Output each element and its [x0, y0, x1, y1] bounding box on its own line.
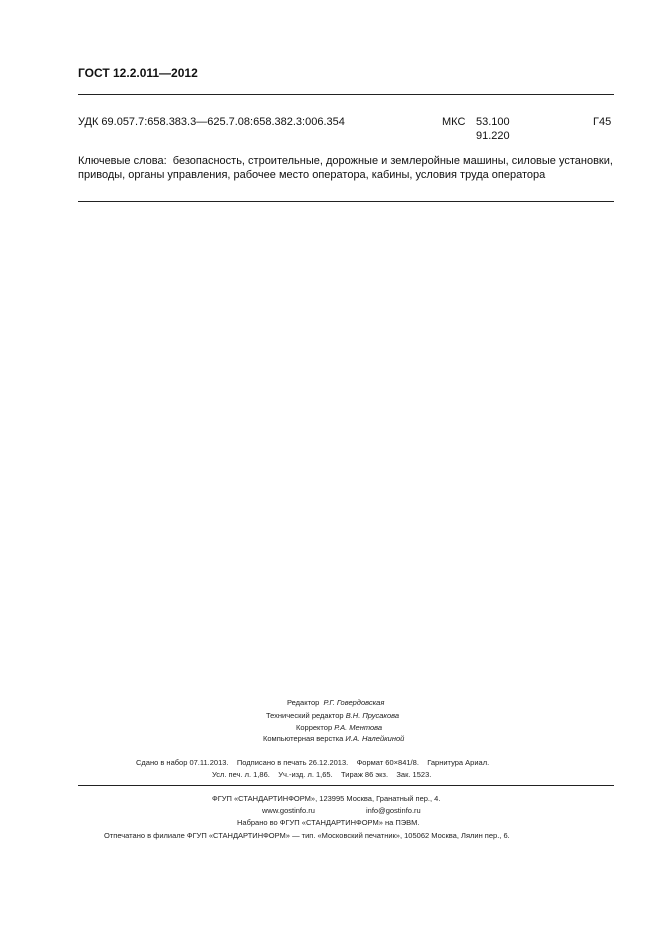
format: Формат 60×84: [356, 758, 407, 767]
layout-name: И.А. Налейкиной: [345, 734, 405, 743]
corrector-name: Р.А. Ментова: [334, 723, 383, 732]
order-number: Зак. 1523.: [396, 770, 432, 779]
publisher: ФГУП «СТАНДАРТИНФОРМ», 123995 Москва, Гранатный пер., 4.: [212, 794, 441, 803]
layout-role: Компьютерная верстка: [263, 734, 344, 743]
print-line-2: [212, 770, 431, 779]
editor-name: Р.Г. Говердовская: [323, 698, 385, 707]
corrector-role: Корректор: [296, 723, 333, 732]
typeset-note: Набрано во ФГУП «СТАНДАРТИНФОРМ» на ПЭВМ.: [237, 818, 420, 827]
udk-code: УДК 69.057.7:658.383.3—625.7.08:658.382.3:006.354: [78, 116, 345, 128]
format-fraction: 1/8: [406, 758, 417, 767]
sent-to-typeset: Сдано в набор 07.11.2013.: [136, 758, 229, 767]
typeface: Гарнитура Ариал.: [427, 758, 490, 767]
printed-note: Отпечатано в филиале ФГУП «СТАНДАРТИНФОРМ» — тип. «Московский печатник», 105062 Москва, Лялин пер., 6.: [104, 831, 510, 840]
layout-line: [263, 734, 404, 743]
keywords: [78, 154, 618, 182]
g-code: Г45: [593, 116, 612, 128]
print-line-1: Сдано в набор 07.11.2013. Подписано в печать 26.12.2013. Формат 60×841/8. Гарнитура Ариал.: [136, 758, 490, 767]
corrector-line: [296, 723, 382, 732]
divider-keywords: [78, 201, 614, 202]
print-run: Тираж 86 экз.: [341, 770, 389, 779]
tech-editor-name: В.Н. Прусакова: [345, 711, 400, 720]
standard-number: ГОСТ 12.2.011—2012: [78, 66, 198, 80]
website-link[interactable]: www.gostinfo.ru: [262, 806, 315, 815]
email-link[interactable]: info@gostinfo.ru: [366, 806, 421, 815]
mks-code-2: 91.220: [476, 130, 510, 142]
editor-role: Редактор: [287, 698, 320, 707]
mks-label: МКС: [442, 116, 466, 128]
print-sheets: Усл. печ. л. 1,86.: [212, 770, 270, 779]
mks-code-1: 53.100: [476, 116, 510, 128]
edition-sheets: Уч.-изд. л. 1,65.: [278, 770, 333, 779]
tech-editor-line: [266, 711, 399, 720]
signed-to-print: Подписано в печать 26.12.2013.: [236, 758, 349, 767]
keywords-label: Ключевые слова:: [78, 155, 167, 167]
editor-line: [287, 698, 384, 707]
divider-top: [78, 94, 614, 95]
divider-imprint: [78, 785, 614, 786]
tech-editor-role: Технический редактор: [266, 711, 344, 720]
keywords-text: безопасность, строительные, дорожные и землеройные машины, силовые установки, приводы, органы управления, рабочее место оператора, кабины, условия труда оператора: [78, 155, 613, 181]
